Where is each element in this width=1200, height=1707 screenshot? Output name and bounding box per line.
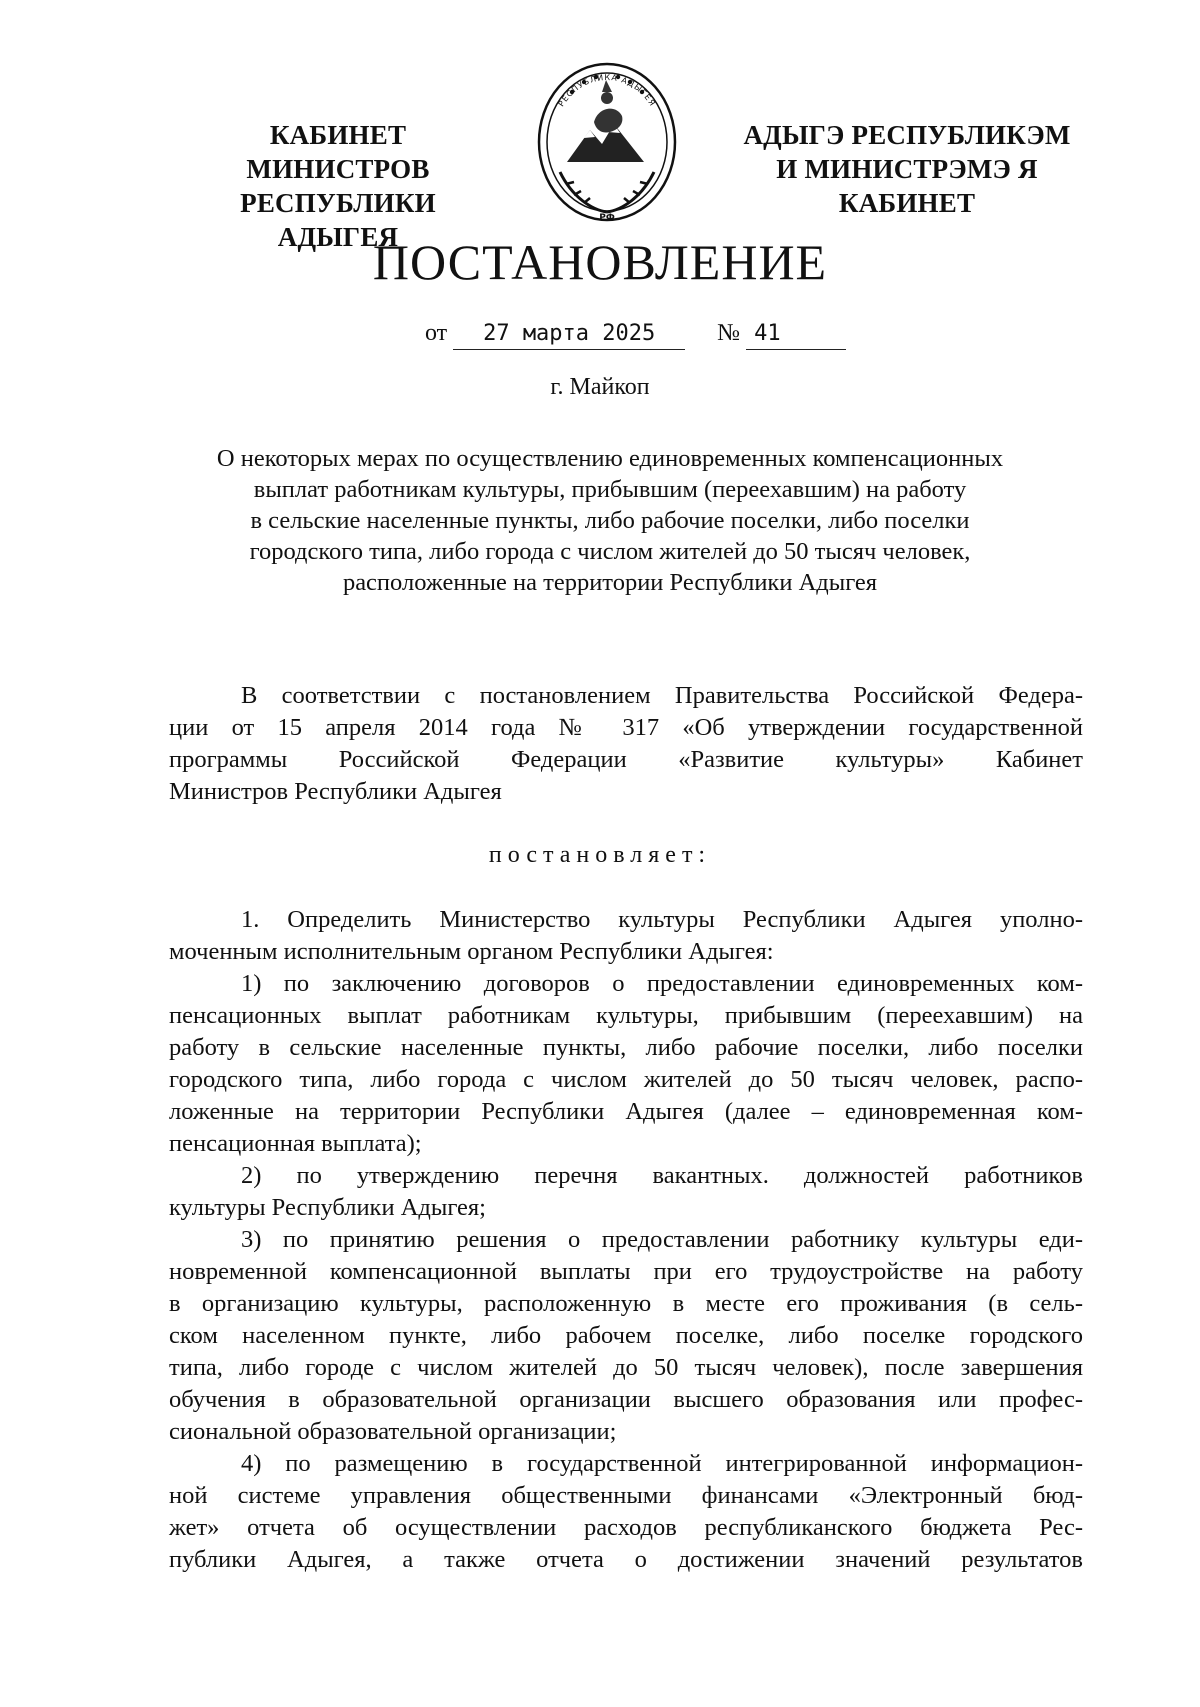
document-title bbox=[160, 443, 1060, 598]
title-line: выплат работникам культуры, прибывшим (переехавшим) на работу bbox=[253, 476, 967, 503]
item-line: пенсационных выплат работникам культуры, прибывшим (переехавшим) на bbox=[169, 1002, 1083, 1029]
item-line: ложенные на территории Республики Адыгея (далее – единовременная ком- bbox=[169, 1098, 1083, 1125]
item-line: в организацию культуры, расположенную в месте его проживания (в сель- bbox=[169, 1290, 1083, 1317]
item-line: новременной компенсационной выплаты при его трудоустройстве на работу bbox=[169, 1258, 1083, 1285]
emblem-top-text: РЕСПУБЛИКА АДЫГЕЯ bbox=[556, 72, 658, 109]
document-city: г. Майкоп bbox=[550, 374, 650, 400]
item-line: жет» отчета об осуществлении расходов республиканского бюджета Рес- bbox=[169, 1514, 1083, 1541]
title-line: О некоторых мерах по осуществлению единовременных компенсационных bbox=[216, 445, 1004, 472]
date-prefix: от bbox=[425, 320, 448, 346]
item-line: 4) по размещению в государственной интегрированной информацион- bbox=[241, 1450, 1083, 1477]
header-right-line-1: АДЫГЭ РЕСПУБЛИКЭМ bbox=[743, 120, 1071, 150]
emblem-bottom-text: РФ bbox=[599, 213, 615, 223]
preamble-line: программы Российской Федерации «Развитие культуры» Кабинет bbox=[169, 746, 1083, 773]
item-line: типа, либо городе с числом жителей до 50 тысяч человек), после завершения bbox=[169, 1354, 1083, 1381]
header-left-line-2: РЕСПУБЛИКИ АДЫГЕЯ bbox=[240, 188, 436, 252]
item-line: 1) по заключению договоров о предоставлении единовременных ком- bbox=[241, 970, 1083, 997]
document-number: 41 bbox=[746, 319, 846, 350]
preamble-paragraph bbox=[169, 680, 1083, 808]
decree-items bbox=[169, 904, 1083, 1576]
item-line: городского типа, либо города с числом жителей до 50 тысяч человек, распо- bbox=[169, 1066, 1083, 1093]
item-line: сиональной образовательной организации; bbox=[169, 1418, 617, 1445]
header-right-line-2: И МИНИСТРЭМЭ Я КАБИНЕТ bbox=[776, 154, 1038, 218]
preamble-line: В соответствии с постановлением Правительства Российской Федера- bbox=[241, 682, 1083, 709]
document-date: 27 марта 2025 bbox=[453, 319, 685, 350]
item-line: 3) по принятию решения о предоставлении работнику культуры еди- bbox=[241, 1226, 1083, 1253]
item-line: ной системе управления общественными финансами «Электронный бюд- bbox=[169, 1482, 1083, 1509]
item-line: публики Адыгея, а также отчета о достижении значений результатов bbox=[169, 1546, 1083, 1573]
item-line: обучения в образовательной организации высшего образования или профес- bbox=[169, 1386, 1083, 1413]
item-line: работу в сельские населенные пункты, либо рабочие поселки, либо поселки bbox=[169, 1034, 1083, 1061]
number-prefix: № bbox=[717, 320, 741, 346]
decree-word: постановляет: bbox=[488, 842, 712, 868]
header-right-authority bbox=[712, 118, 1102, 220]
preamble-line: ции от 15 апреля 2014 года № 317 «Об утверждении государственной bbox=[169, 714, 1083, 741]
header-left-line-1: КАБИНЕТ МИНИСТРОВ bbox=[246, 120, 430, 184]
title-line: в сельские населенные пункты, либо рабочие поселки, либо поселки bbox=[250, 507, 970, 534]
item-line: пенсационная выплата); bbox=[169, 1130, 422, 1157]
item-line: моченным исполнительным органом Республики Адыгея: bbox=[169, 938, 774, 965]
coat-of-arms-emblem-icon bbox=[532, 52, 682, 228]
item-line: 1. Определить Министерство культуры Республики Адыгея уполно- bbox=[241, 906, 1083, 933]
document-type-heading: ПОСТАНОВЛЕНИЕ bbox=[372, 234, 828, 290]
item-line: культуры Республики Адыгея; bbox=[169, 1194, 486, 1221]
title-line: расположенные на территории Республики Адыгея bbox=[342, 569, 878, 596]
preamble-line: Министров Республики Адыгея bbox=[169, 778, 502, 805]
item-line: ском населенном пункте, либо рабочем поселке, либо поселке городского bbox=[169, 1322, 1083, 1349]
title-line: городского типа, либо города с числом жителей до 50 тысяч человек, bbox=[249, 538, 971, 565]
date-number-line bbox=[425, 318, 846, 350]
item-line: 2) по утверждению перечня вакантных. должностей работников bbox=[241, 1162, 1083, 1189]
